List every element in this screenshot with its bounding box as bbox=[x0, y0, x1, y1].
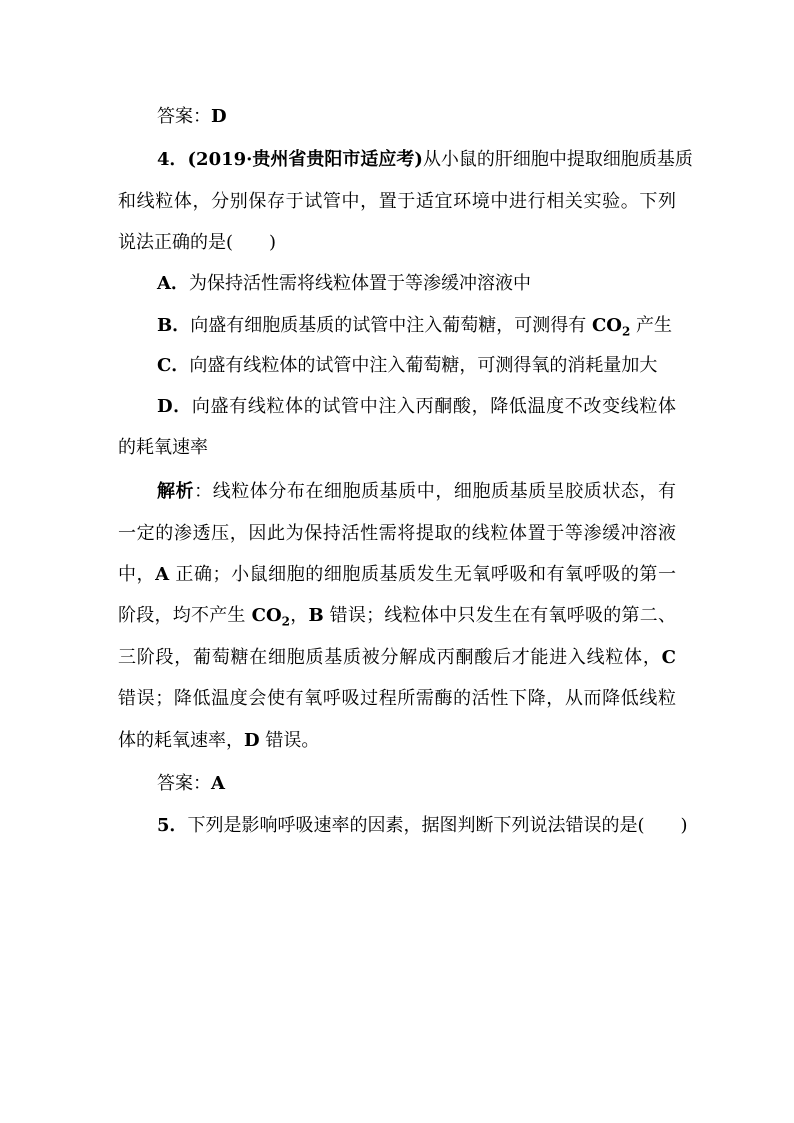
option-text: 向盛有线粒体的试管中注入葡萄糖，可测得氧的消耗量加大 bbox=[189, 355, 658, 376]
answer-value: D bbox=[211, 106, 227, 127]
analysis-line-6: 错误；降低温度会使有氧呼吸过程所需酶的活性下降，从而降低线粒 bbox=[118, 688, 676, 709]
analysis-line-4: 阶段，均不产生 $CO_2$，B 错误；线粒体中只发生在有氧呼吸的第二、 bbox=[118, 605, 676, 629]
option-d-line-1 bbox=[157, 394, 676, 420]
analysis-line-2: 一定的渗透压，因此为保持活性需将提取的线粒体置于等渗缓冲溶液 bbox=[118, 523, 676, 544]
option-key: B． bbox=[157, 315, 191, 336]
option-text-end: 产生 bbox=[630, 315, 673, 336]
option-key: C． bbox=[157, 355, 190, 376]
answer-label: 答案： bbox=[157, 773, 211, 794]
answer-4 bbox=[157, 771, 225, 797]
question-4-line-1: 4．(2019·贵州省贵阳市适应考)从小鼠的肝细胞中提取细胞质基质 bbox=[157, 149, 693, 170]
chem-formula: CO bbox=[251, 605, 282, 626]
analysis-line-7: 体的耗氧速率，D 错误。 bbox=[118, 730, 320, 751]
option-d-line-2: 的耗氧速率 bbox=[118, 437, 208, 458]
question-number: 5 bbox=[157, 815, 170, 836]
option-a bbox=[157, 271, 531, 297]
option-text: 为保持活性需将线粒体置于等渗缓冲溶液中 bbox=[188, 273, 531, 294]
question-stem-part: 从小鼠的肝细胞中提取细胞质基质 bbox=[422, 149, 693, 170]
analysis-label: 解析 bbox=[157, 481, 195, 502]
option-text: 向盛有细胞质基质的试管中注入葡萄糖，可测得有 bbox=[190, 315, 592, 336]
analysis-line-3: 中，A 正确；小鼠细胞的细胞质基质发生无氧呼吸和有氧呼吸的第一 bbox=[118, 564, 676, 585]
analysis-line-1: 解析：线粒体分布在细胞质基质中，细胞质基质呈胶质状态，有 bbox=[157, 481, 677, 502]
question-5: 5．下列是影响呼吸速率的因素，据图判断下列说法错误的是( ) bbox=[157, 815, 688, 836]
chem-formula: CO bbox=[591, 315, 622, 336]
chem-subscript: 2 bbox=[621, 324, 631, 339]
answer-prev bbox=[157, 104, 227, 130]
answer-value: A bbox=[211, 773, 225, 794]
answer-label: 答案： bbox=[157, 106, 211, 127]
question-stem: 下列是影响呼吸速率的因素，据图判断下列说法错误的是( ) bbox=[187, 815, 688, 836]
chem-subscript: 2 bbox=[281, 614, 291, 629]
option-text: 向盛有线粒体的试管中注入丙酮酸，降低温度不改变线粒体 bbox=[191, 396, 677, 417]
option-key: A． bbox=[157, 273, 189, 294]
question-source: (2019·贵州省贵阳市适应考) bbox=[187, 149, 423, 170]
question-4-line-3: 说法正确的是( ) bbox=[118, 232, 277, 253]
option-c bbox=[157, 353, 657, 379]
question-number: 4 bbox=[157, 149, 170, 170]
option-key: D． bbox=[157, 396, 192, 417]
question-4-line-2: 和线粒体，分别保存于试管中，置于适宜环境中进行相关实验。下列 bbox=[118, 191, 676, 212]
analysis-line-5: 三阶段，葡萄糖在细胞质基质被分解成丙酮酸后才能进入线粒体，C bbox=[118, 647, 676, 668]
option-b bbox=[157, 313, 672, 345]
